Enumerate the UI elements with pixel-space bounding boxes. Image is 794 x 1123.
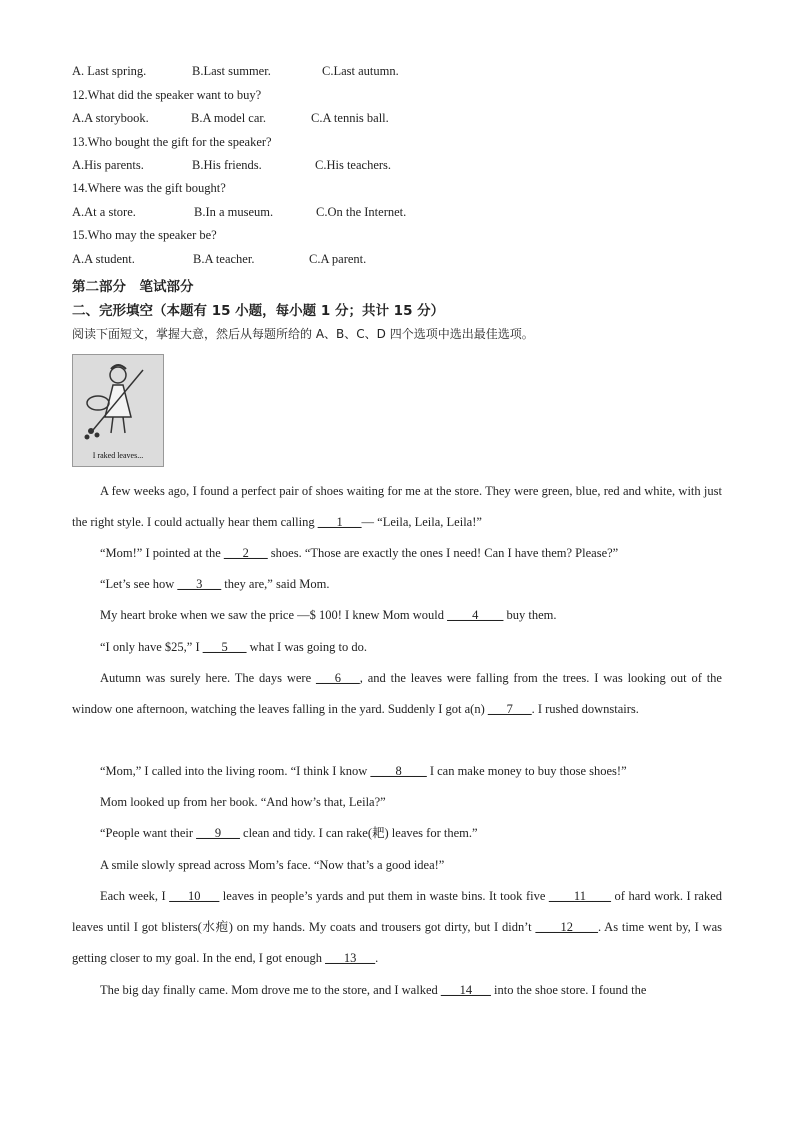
paragraph-text: “People want their [100, 826, 197, 840]
paragraph-text: Autumn was surely here. The days were [100, 671, 316, 685]
blank-6: ___6___ [315, 671, 360, 685]
paragraph-text: “I only have $25,” I [100, 640, 203, 654]
option-b: B.Last summer. [192, 64, 271, 78]
paragraph-text: “Let’s see how [100, 577, 178, 591]
paragraph-text: they are,” said Mom. [221, 577, 330, 591]
blank-10: ___10___ [169, 889, 220, 903]
blank-7: ___7___ [487, 702, 532, 716]
passage-paragraph-10: A smile slowly spread across Mom’s face. “Now that’s a good idea!” [100, 858, 445, 872]
question-11-options [72, 64, 399, 79]
girl-raking-leaves-icon [73, 355, 163, 445]
passage-paragraph-11 [72, 881, 722, 974]
blank-9: ___9___ [196, 826, 240, 840]
option-a: A. Last spring. [72, 64, 147, 78]
blank-4: ____4____ [447, 608, 504, 622]
passage-paragraph-5 [72, 632, 722, 663]
question-15-options [72, 252, 366, 267]
part-title: 第二部分 笔试部分 [72, 279, 194, 295]
paragraph-text: . As time went by, I was getting closer to my goal. In the end, I got enough [72, 920, 722, 965]
option-a: A.At a store. [72, 205, 136, 219]
question-14-options [72, 205, 406, 220]
section-heading: 二、完形填空（本题有 15 小题，每小题 1 分；共计 15 分） [72, 303, 445, 319]
blank-11: ____11____ [548, 889, 611, 903]
passage-paragraph-7 [72, 756, 722, 787]
passage-paragraph-3 [72, 569, 722, 600]
blank-13: ___13___ [325, 951, 376, 965]
passage-paragraph-2 [72, 538, 722, 569]
illustration-caption: I raked leaves... [92, 451, 144, 460]
passage-paragraph-4 [72, 600, 722, 631]
passage-illustration [72, 354, 164, 467]
option-c: C.A tennis ball. [311, 111, 389, 125]
option-c: C.Last autumn. [322, 64, 399, 78]
paragraph-text: . I rushed downstairs. [531, 702, 639, 716]
option-c: C.On the Internet. [316, 205, 407, 219]
paragraph-text: My heart broke when we saw the price —$ 100! I knew Mom would [100, 608, 448, 622]
paragraph-text: “Mom!” I pointed at the [100, 546, 224, 560]
blank-1: ___1___ [317, 515, 362, 529]
passage-paragraph-9 [72, 818, 722, 849]
blank-12: ____12____ [535, 920, 598, 934]
question-12-stem: 12.What did the speaker want to buy? [72, 88, 262, 102]
question-13-stem: 13.Who bought the gift for the speaker? [72, 135, 272, 149]
paragraph-text: of hard work. I raked leaves until I got blisters(水疱) on my hands. My coats and trousers got dirty, but I didn’t [72, 889, 723, 934]
paragraph-text: into the shoe store. I found the [490, 983, 647, 997]
option-a: A.A student. [72, 252, 135, 266]
section-instruction: 阅读下面短文，掌握大意，然后从每题所给的 A、B、C、D 四个选项中选出最佳选项。 [72, 327, 534, 341]
question-15-stem: 15.Who may the speaker be? [72, 228, 217, 242]
option-a: A.A storybook. [72, 111, 149, 125]
option-b: B.His friends. [192, 158, 262, 172]
option-c: C.His teachers. [315, 158, 392, 172]
blank-3: ___3___ [177, 577, 222, 591]
blank-14: ___14___ [440, 983, 491, 997]
blank-2: ___2___ [223, 546, 268, 560]
paragraph-text: — “Leila, Leila, Leila!” [361, 515, 482, 529]
paragraph-text: shoes. “Those are exactly the ones I need! Can I have them? Please?” [267, 546, 619, 560]
option-b: B.A model car. [191, 111, 266, 125]
option-a: A.His parents. [72, 158, 144, 172]
passage-paragraph-1 [72, 476, 722, 538]
paragraph-text: A few weeks ago, I found a perfect pair of shoes waiting for me at the store. They were green, blue, red and white, with just the right style. I could actually hear them calling [72, 484, 722, 529]
paragraph-text: , and the leaves were falling from the trees. I was looking out of the window one afternoon, watching the leaves falling in the yard. Suddenly I got a(n) [72, 671, 722, 716]
passage-paragraph-12 [72, 975, 722, 1006]
question-14-stem: 14.Where was the gift bought? [72, 181, 226, 195]
paragraph-text: The big day finally came. Mom drove me to the store, and I walked [100, 983, 441, 997]
paragraph-text: Each week, I [100, 889, 170, 903]
blank-8: ____8____ [370, 764, 427, 778]
question-13-options [72, 158, 391, 173]
question-12-options [72, 111, 389, 126]
paragraph-text: leaves in people’s yards and put them in waste bins. It took five [219, 889, 549, 903]
paragraph-text: I can make money to buy those shoes!” [426, 764, 627, 778]
paragraph-text: clean and tidy. I can rake(耙) leaves for them.” [239, 826, 478, 840]
option-b: B.A teacher. [193, 252, 255, 266]
passage-paragraph-8: Mom looked up from her book. “And how’s that, Leila?” [100, 795, 386, 809]
paragraph-text: “Mom,” I called into the living room. “I think I know [100, 764, 371, 778]
passage-paragraph-6 [72, 663, 722, 725]
paragraph-text: . [375, 951, 379, 965]
option-c: C.A parent. [309, 252, 367, 266]
paragraph-text: buy them. [503, 608, 557, 622]
paragraph-text: what I was going to do. [246, 640, 367, 654]
option-b: B.In a museum. [194, 205, 274, 219]
blank-5: ___5___ [202, 640, 247, 654]
